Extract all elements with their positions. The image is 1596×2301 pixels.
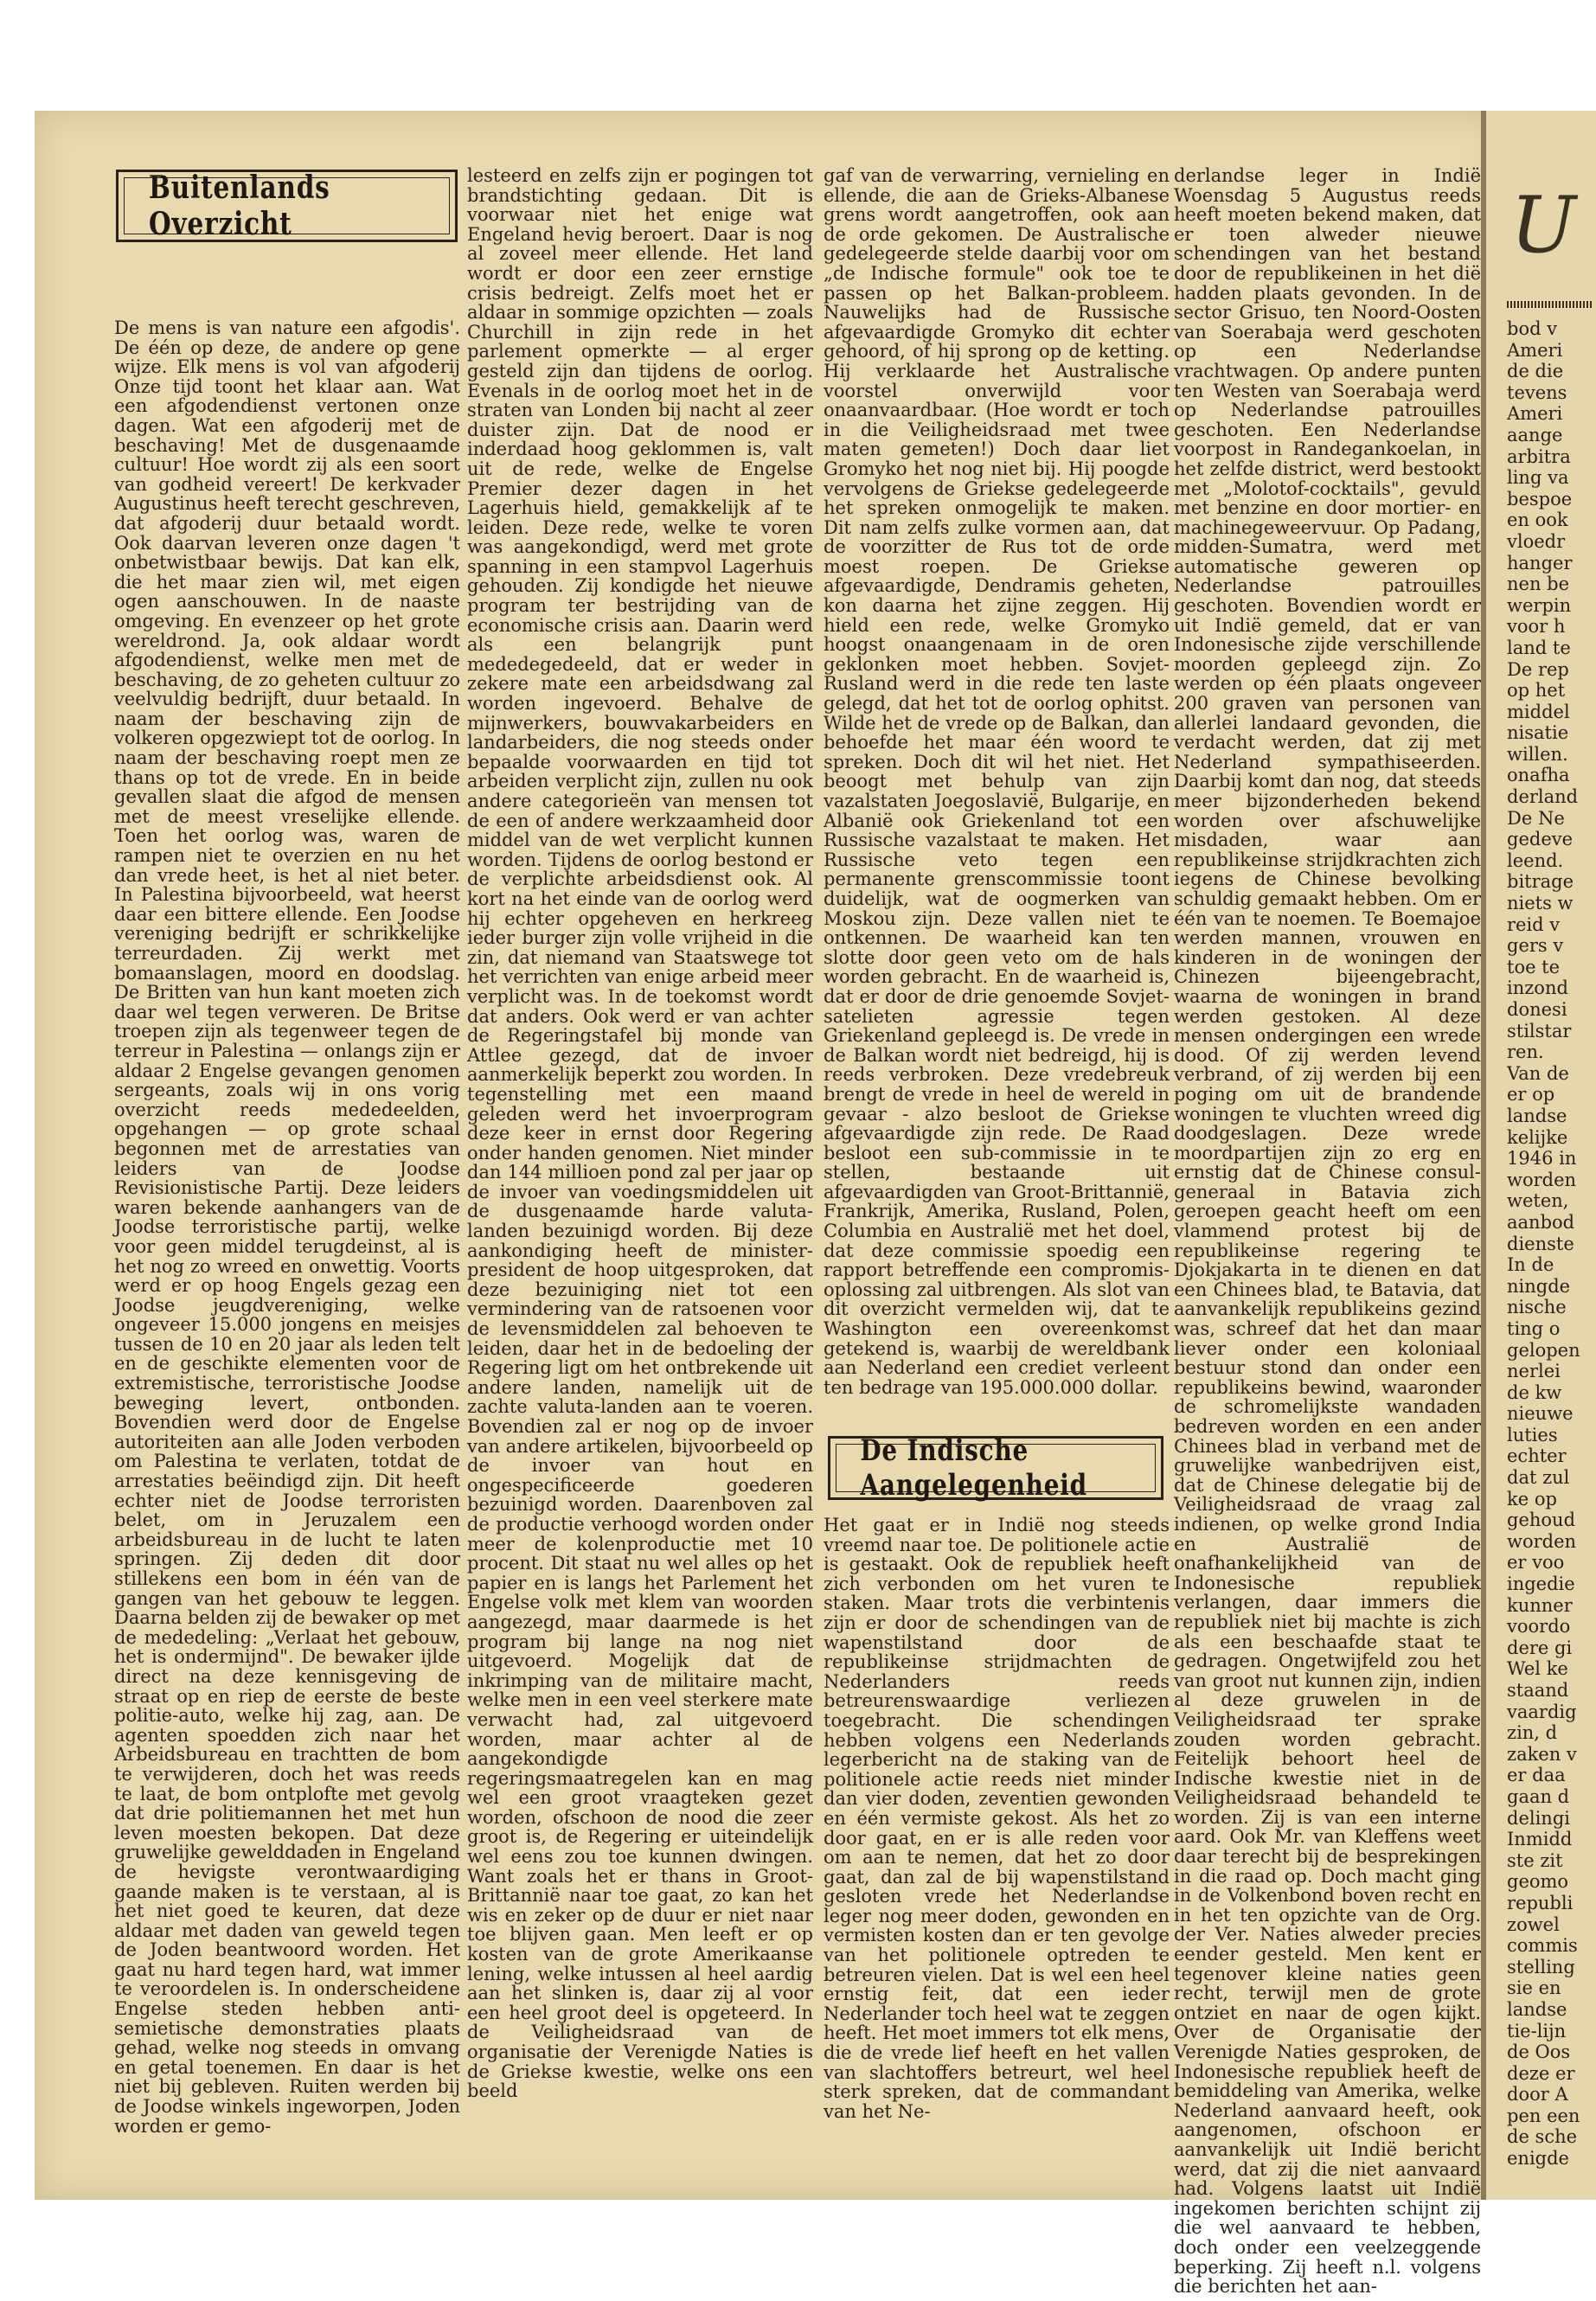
adjacent-line: de kw xyxy=(1507,1381,1562,1403)
adjacent-page-edge xyxy=(1481,111,1596,2200)
adjacent-line: arbitra xyxy=(1507,445,1571,467)
adjacent-line: voor h xyxy=(1507,616,1566,638)
adjacent-line: de sche xyxy=(1507,2126,1578,2148)
adjacent-line: ling va xyxy=(1507,467,1569,489)
adjacent-line: ting o xyxy=(1507,1317,1561,1339)
adjacent-line: worden xyxy=(1507,1169,1577,1190)
adjacent-line: dienste xyxy=(1507,1233,1574,1254)
adjacent-line: reid v xyxy=(1507,913,1561,935)
column-1 xyxy=(114,318,460,2136)
adjacent-line: geomo xyxy=(1507,1871,1569,1893)
adjacent-line: zin, d xyxy=(1507,1722,1558,1744)
adjacent-line: ningde xyxy=(1507,1275,1571,1297)
adjacent-line: zowel xyxy=(1507,1913,1560,1935)
adjacent-line: gelopen xyxy=(1507,1339,1580,1361)
adjacent-line: ingedie xyxy=(1507,1574,1575,1595)
adjacent-line: er daa xyxy=(1507,1765,1566,1786)
adjacent-line: op het xyxy=(1507,680,1566,702)
adjacent-line: stelling xyxy=(1507,1956,1575,1977)
adjacent-line: bitrage xyxy=(1507,871,1574,893)
adjacent-line: enigde xyxy=(1507,2148,1569,2170)
adjacent-line: worden xyxy=(1507,1530,1577,1552)
column-3-lower xyxy=(824,1516,1170,2121)
adjacent-line: en ook xyxy=(1507,510,1568,531)
adjacent-line: 1946 in xyxy=(1507,1148,1577,1170)
adjacent-line: voordo xyxy=(1507,1616,1571,1638)
adjacent-line: toe te xyxy=(1507,956,1561,977)
adjacent-line: land te xyxy=(1507,637,1571,658)
adjacent-line: hanger xyxy=(1507,552,1573,574)
adjacent-line: werpin xyxy=(1507,594,1572,616)
article-text: lesteerd en zelfs zijn er pogingen tot brandstichting gedaan. Dit is voorwaar niet het enige wat Engeland hevig beroert. Daar is nog al zoveel meer ellende. Het land wordt er door een zeer ernstige crisis bedreigt. Zelfs moet het er aldaar in sommige opzichten — zoals Churchill in zijn rede in het parlement opmerkte — al erger gesteld zijn dan tijdens de oorlog. Evenals in de oorlog moet het in de straten van Londen bij nacht al zeer duister zijn. Dat de nood er inderdaad hoog geklommen is, valt uit de rede, welke de Engelse Premier dezer dagen in het Lagerhuis hield, gemakkelijk af te leiden. Deze rede, welke te voren was aangekondigd, werd met grote spanning in een stampvol Lagerhuis gehouden. Zij kondigde het nieuwe program ter bestrijding van de economische crisis aan. Daarin werd als een belangrijk punt mededegedeeld, dat er weder in zekere mate een arbeidsdwang zal worden ingevoerd. Behalve de mijnwerkers, bouwvakarbeiders en landarbeiders, die nog steeds onder bepaalde voorwaarden en tijd tot arbeiden verplicht zijn, zullen nu ook andere categorieën van mensen tot de een of andere werkzaamheid door middel van de wet verplicht kunnen worden. Tijdens de oorlog bestond er de verplichte arbeidsdienst ook. Al kort na het einde van de oorlog werd hij echter opgeheven en herkreeg ieder burger zijn volle vrijheid in die zin, dat niemand van Staatswege tot het verrichten van enige arbeid meer verplicht was. In de toekomst wordt dat anders. Ook werd er van achter de Regeringstafel bij monde van Attlee gezegd, dat de invoer aanmerkelijk beperkt zou worden. In tegenstelling met een maand geleden werd het invoerprogram deze keer in ernst door Regering onder handen genomen. Niet minder dan 144 millioen pond zal per jaar op de invoer van voedingsmiddelen uit de dusgenaamde harde valuta-landen bezuinigd worden. Bij deze aankondiging heeft de minister-president de hoop uitgesproken, dat deze bezuiniging niet tot een vermindering van de ratsoenen voor de levensmiddelen zal behoeven te leiden, daar het in de bedoeling der Regering ligt om het ontbrekende uit andere landen, namelijk uit de zachte valuta-landen aan te voeren. Bovendien zal er nog op de invoer van andere artikelen, bijvoorbeeld op de invoer van hout en ongespecificeerde goederen bezuinigd worden. Daarenboven zal de productie verhoogd worden onder meer de kolenproductie met 10 procent. Dit staat nu wel alles op het papier en is langs het Parlement het Engelse volk met klem van woorden aangezegd, maar daarmede is het program bij lange na nog niet uitgevoerd. Mogelijk dat de inkrimping van de militaire macht, welke men in een veel sterkere mate verwacht had, zal uitgevoerd worden, maar achter al de aangekondigde regeringsmaatregelen kan en mag wel een groot vraagteken gezet worden, ofschoon de nood die zeer groot is, de Regering er uiteindelijk wel eens zou toe kunnen dwingen. Want zoals het er thans in Groot-Brittannië naar toe gaat, zo kan het wis en zeker op de duur er niet naar toe blijven gaan. Men leeft er op kosten van de grote Amerikaanse lening, welke intussen al heel aardig aan het slinken is, daar zij al voor een heel groot deel is opgeteerd. In de Veiligheidsraad van de organisatie der Verenigde Naties is de Griekse kwestie, welke ons een beeld xyxy=(467,165,813,2102)
adjacent-line: vloedr xyxy=(1507,530,1566,552)
adjacent-line: aanbod xyxy=(1507,1211,1575,1233)
article-text: derlandse leger in Indië Woensdag 5 Augustus reeds heeft moeten bekend maken, dat er toen alweder nieuwe schendingen van het bestand door de republikeinen in het dië hadden plaats gevonden. In de sector Grisuo, ten Noord-Oosten van Soerabaja werd geschoten op een Nederlandse vrachtwagen. Op andere punten ten Westen van Soerabaja werd op Nederlandse patrouilles geschoten. Een Nederlandse voorpost in Randegankoelan, in het zelfde district, werd bestookt met „Molotof-cocktails", gevuld met benzine en door mortier- en machinegeweervuur. Op Padang, midden-Sumatra, werd met automatische geweren op Nederlandse patrouilles geschoten. Bovendien wordt er uit Indië gemeld, dat er van Indonesische zijde verschillende moorden gepleegd zijn. Zo werden op één plaats ongeveer 200 graven van personen van allerlei landaard gevonden, die verdacht werden, dat zij met Nederland sympathiseerden. Daarbij komt dan nog, dat steeds meer bijzonderheden bekend worden over afschuwelijke misdaden, waar aan republikeinse strijdkrachten zich iegens de Chinese bevolking schuldig gemaakt hebben. Om er één van te noemen. Te Boemajoe werden mannen, vrouwen en kinderen in de woningen der Chinezen bijeengebracht, waarna de woningen in brand werden gestoken. Al deze mensen ondergingen een wrede dood. Of zij werden levend verbrand, of zij werden bij een poging om uit de brandende woningen te vluchten wreed dig doodgeslagen. Deze wrede moordpartijen zijn zo erg en ernstig dat de Chinese consul-generaal in Batavia zich geroepen geacht heeft om een vlammend protest bij de republikeinse regering te Djokjakarta in te dienen en dat een Chinees blad, te Batavia, dat aanvankelijk republikeins gezind was, schreef dat het dan maar liever onder een koloniaal bestuur stond dan onder een republikeins bewind, waaronder de schromelijkste wandaden bedreven worden en een ander Chinees blad in verband met de gruwelijke wanbedrijven eist, dat de Chinese delegatie bij de Veiligheidsraad de vraag zal indienen, op welke grond India en Australië de onafhankelijkheid van de Indonesische republiek verlangen, daar immers die republiek niet bij machte is zich als een beschaafde staat te gedragen. Ongetwijfeld zou het van groot nut kunnen zijn, indien al deze gruwelen in de Veiligheidsraad ter sprake zouden worden gebracht. Feitelijk behoort heel de Indische kwestie niet in de Veiligheidsraad behandeld te worden. Zij is van een interne aard. Ook Mr. van Kleffens weet daar terecht bij de besprekingen in die raad op. Doch macht ging in de Volkenbond boven recht en in het ten opzichte van de Org. der Ver. Naties alweder precies eender gesteld. Men kent er tegenover kleine naties geen recht, terwijl men de grote ontziet en naar de ogen kijkt. Over de Organisatie der Verenigde Naties gesproken, de Indonesische republiek heeft de bemiddeling van Amerika, welke Nederland aanvaard heeft, ook aangenomen, ofschoon er aanvankelijk uit Indië bericht werd, dat zij die niet aanvaard had. Volgens laatst uit Indië ingekomen berichten schijnt zij die wel aanvaard te hebben, doch onder een veelzeggende beperking. Zij heeft n.l. volgens die berichten het aan- xyxy=(1174,165,1481,2298)
adjacent-line: pen een xyxy=(1507,2105,1580,2126)
adjacent-line: er voo xyxy=(1507,1552,1565,1574)
adjacent-line: weten, xyxy=(1507,1190,1569,1212)
adjacent-line: tie-lijn xyxy=(1507,2020,1567,2041)
adjacent-line: gehoud xyxy=(1507,1509,1576,1531)
adjacent-line: inzond xyxy=(1507,977,1568,999)
adjacent-line: leend. xyxy=(1507,849,1564,871)
heading-text: Buitenlands Overzicht xyxy=(149,170,330,242)
adjacent-line: nische xyxy=(1507,1297,1567,1318)
adjacent-line: tevens xyxy=(1507,381,1567,403)
adjacent-line: nieuwe xyxy=(1507,1403,1574,1425)
section-heading-indische-aangelegenheid xyxy=(828,1433,1163,1503)
adjacent-line: De rep xyxy=(1507,658,1569,680)
adjacent-line: ke op xyxy=(1507,1488,1557,1509)
adjacent-line: kunner xyxy=(1507,1594,1573,1616)
adjacent-line: donesi xyxy=(1507,999,1567,1020)
adjacent-line: Ameri xyxy=(1507,339,1563,361)
adjacent-line: Ameri xyxy=(1507,403,1563,425)
adjacent-line: willen. xyxy=(1507,743,1568,765)
adjacent-line: deze er xyxy=(1507,2062,1575,2084)
adjacent-line: zaken v xyxy=(1507,1743,1577,1765)
adjacent-line: landse xyxy=(1507,1998,1567,2020)
adjacent-line: dere gi xyxy=(1507,1637,1573,1658)
article-text: De mens is van nature een afgodis'. De één op deze, de andere op gene wijze. Elk mens is vol van afgoderij Onze tijd toont het klaar aan. Wat een afgodendienst vertonen onze dagen. Wat een afgoderij met de beschaving! Met de dusgenaamde cultuur! Hoe wordt zij als een soort van godheid vereert! De kerkvader Augustinus heeft terecht geschreven, dat afgoderij duur betaald wordt. Ook daarvan leveren onze dagen 't onbetwistbaar bewijs. Dat kan elk, die het maar zien wil, met eigen ogen aanschouwen. In de naaste omgeving. En evenzeer op het grote wereldrond. Ja, ook aldaar wordt afgodendienst, welke men met de beschaving, de zo geheten cultuur zo veelvuldig bedrijft, duur betaald. In naam der beschaving zijn de volkeren opgezwiept tot de oorlog. In naam der beschaving roept men ze thans op tot de vrede. En in beide gevallen slaat die afgod de mensen met de meest vreselijke ellende. Toen het oorlog was, waren de rampen niet te overzien en nu het dan vrede heet, is het al niet beter. In Palestina bijvoorbeeld, wat heerst daar een bittere ellende. Een Joodse vereniging bedrijft er schrikkelijke terreurdaden. Zij werkt met bomaanslagen, moord en doodslag. De Britten van hun kant moeten zich daar wel tegen verweren. De Britse troepen zijn als tegenweer tegen de terreur in Palestina — onlangs zijn er aldaar 2 Engelse gevangen genomen sergeants, zoals wij in ons vorig overzicht reeds mededeelden, opgehangen — op grote schaal begonnen met de arrestaties van leiders van de Joodse Revisionistische Partij. Deze leiders waren bekende aanhangers van de Joodse terroristische partij, welke voor geen middel terugdeinst, al is het nog zo wreed en onwettig. Voorts werd er op hoog Engels gezag een Joodse jeugdvereniging, welke ongeveer 15.000 jongens en meisjes tussen de 10 en 20 jaar als leden telt en de geschikte elementen voor de extremistische, terroristische Joodse beweging levert, ontbonden. Bovendien werd door de Engelse autoriteiten aan alle Joden verboden om Palestina te verlaten, totdat de arrestaties beëindigd zijn. Dit heeft echter niet de Joodse terroristen belet, om in Jeruzalem een arbeidsbureau in de lucht te laten springen. Zij deden dit door stillekens een bom in één van de gangen van het gebouw te leggen. Daarna belden zij de bewaker op met de mededeling: „Verlaat het gebouw, het is ondermijnd". De bewaker ijlde direct na deze kennisgeving de straat op en riep de eerste de beste politie-auto, welke hij zag, aan. De agenten spoedden zich naar het Arbeidsbureau en trachtten de bom te verwijderen, doch het was reeds te laat, de bom ontplofte met gevolg dat drie politiemannen het met hun leven moesten bekopen. Dat deze gruwelijke gewelddaden in Engeland de hevigste verontwaardiging gaande maken is te verstaan, al is het niet goed te keuren, dat deze aldaar met daden van geweld tegen de Joden beantwoord worden. Het gaat nu hard tegen hard, wat immer te veroordelen is. In onderscheidene Engelse steden hebben anti-semietische demonstraties plaats gehad, welke nog steeds in omvang en getal toenemen. En daar is het niet bij gebleven. Ruiten werden bij de Joodse winkels ingeworpen, Joden worden er gemo- xyxy=(114,317,460,2137)
adjacent-line: landse xyxy=(1507,1105,1567,1126)
adjacent-line: bespoe xyxy=(1507,488,1573,510)
adjacent-line: republi xyxy=(1507,1892,1574,1913)
adjacent-page-text xyxy=(1507,318,1594,2170)
column-2 xyxy=(467,166,813,2101)
adjacent-line: gedeve xyxy=(1507,829,1574,850)
adjacent-line: vaardig xyxy=(1507,1701,1577,1722)
adjacent-line: niets w xyxy=(1507,893,1574,914)
adjacent-line: ste zit xyxy=(1507,1849,1563,1871)
adjacent-line: ren. xyxy=(1507,1042,1544,1063)
adjacent-line: aange xyxy=(1507,424,1563,445)
article-text: gaf van de verwarring, vernieling en ellende, die aan de Grieks-Albanese grens wordt aangetroffen, ook aan de orde gekomen. De Australische gedelegeerde stelde daarbij voor om „de Indische formule" ook toe te passen op het Balkan-probleem. Nauwelijks had de Russische afgevaardigde Gromyko dit echter gehoord, of hij sprong op de ketting. Hij verklaarde het Australische voorstel onverwijld voor onaanvaardbaar. (Hoe wordt er toch in die Veiligheidsraad met twee maten gemeten!) Doch daar liet Gromyko het nog niet bij. Hij poogde vervolgens de Griekse gedelegeerde het spreken onmogelijk te maken. Dit nam zelfs zulke vormen aan, dat de voorzitter de Rus tot de orde moest roepen. De Griekse afgevaardigde, Dendramis geheten, kon daarna het zijne zeggen. Hij hield een rede, welke Gromyko hoogst onaangenaam in de oren geklonken moet hebben. Sovjet-Rusland werd in die rede ten laste gelegd, dat het tot de oorlog ophitst. Wilde het de vrede op de Balkan, dan behoefde het maar één woord te spreken. Doch dit wil het niet. Het beoogt met behulp van zijn vazalstaten Joegoslavië, Bulgarije, en Albanië ook Griekenland tot een Russische vazalstaat te maken. Het Russische veto tegen een permanente grenscommissie toont duidelijk, wat de oogmerken van Moskou zijn. Deze vallen niet te ontkennen. De waarheid kan ten slotte door geen veto om de hals worden gebracht. En de waarheid is, dat er door de drie genoemde Sovjet-satelieten agressie tegen Griekenland gepleegd is. De vrede in de Balkan wordt niet bedreigd, hij is reeds verbroken. Deze vredebreuk brengt de vrede in heel de wereld in gevaar - alzo besloot de Griekse afgevaardigde zijn rede. De Raad besloot een sub-commissie in te stellen, bestaande uit afgevaardigden van Groot-Brittannië, Frankrijk, Amerika, Rusland, Polen, Columbia en Australië met het doel, dat deze commissie spoedig een rapport betreffende een compromis-oplossing zal uitbrengen. Als slot van dit overzicht vermelden wij, dat te Washington een overeenkomst getekend is, waarbij de wereldbank aan Nederland een crediet verleent ten bedrage van 195.000.000 dollar. xyxy=(824,165,1170,1398)
adjacent-line: Inmidd xyxy=(1507,1829,1573,1850)
adjacent-line: er op xyxy=(1507,1084,1555,1106)
adjacent-line: derland xyxy=(1507,786,1579,808)
adjacent-line: staand xyxy=(1507,1680,1569,1701)
adjacent-line: In de xyxy=(1507,1254,1554,1276)
heading-text: De Indische Aangelegenheid xyxy=(860,1433,1087,1503)
adjacent-line: onafha xyxy=(1507,765,1570,786)
adjacent-line: echter xyxy=(1507,1445,1567,1467)
adjacent-line: door A xyxy=(1507,2084,1568,2106)
adjacent-line: De Ne xyxy=(1507,807,1565,829)
adjacent-line: de Oos xyxy=(1507,2041,1571,2063)
adjacent-line: stilstar xyxy=(1507,1020,1572,1042)
adjacent-line: nen be xyxy=(1507,574,1570,595)
adjacent-line: kelijke xyxy=(1507,1126,1568,1148)
adjacent-line: Wel ke xyxy=(1507,1658,1568,1680)
adjacent-line: middel xyxy=(1507,701,1570,722)
adjacent-line: commis xyxy=(1507,1935,1578,1957)
adjacent-line: Van de xyxy=(1507,1062,1569,1084)
adjacent-line: dat zul xyxy=(1507,1467,1570,1489)
adjacent-line: nisatie xyxy=(1507,722,1569,744)
column-3 xyxy=(824,166,1170,1397)
section-heading-buitenlands-overzicht xyxy=(116,170,458,242)
adjacent-line: nerlei xyxy=(1507,1361,1561,1382)
adjacent-line: delingi xyxy=(1507,1807,1570,1829)
masthead-letter: U xyxy=(1510,180,1576,271)
adjacent-line: bod v xyxy=(1507,318,1558,339)
adjacent-line: gers v xyxy=(1507,935,1564,957)
column-4 xyxy=(1174,166,1481,2297)
adjacent-line: sie en xyxy=(1507,1977,1561,1999)
adjacent-line: luties xyxy=(1507,1424,1558,1445)
adjacent-line: de die xyxy=(1507,361,1564,382)
article-text: Het gaat er in Indië nog steeds vreemd naar toe. De politionele actie is gestaakt. Ook de republiek heeft zich verbonden om het vuren te staken. Maar trots die verbintenis zijn er door de schendingen van de wapenstilstand door de republikeinse strijdmachten de Nederlanders reeds betreurenswaardige verliezen toegebracht. Die schendingen hebben volgens een Nederlands legerbericht na de staking van de politionele actie reeds niet minder dan vier doden, zeventien gewonden en één vermiste gekost. Als het zo door gaat, en er is alle reden voor om aan te nemen, dat het zo door gaat, dan zal de bij wapenstilstand gesloten vrede het Nederlandse leger nog meer doden, gewonden en vermisten kosten dan er ten gevolge van het politionele optreden te betreuren vielen. Dat is wel een heel ernstig feit, dat een ieder Nederlander toch heel wat te zeggen heeft. Het moet immers tot elk mens, die de vrede lief heeft en het vallen van slachtoffers betreurt, wel heel sterk spreken, dat de commandant van het Ne- xyxy=(824,1515,1170,2122)
masthead-rule xyxy=(1507,301,1593,308)
adjacent-line: gaan d xyxy=(1507,1785,1570,1807)
